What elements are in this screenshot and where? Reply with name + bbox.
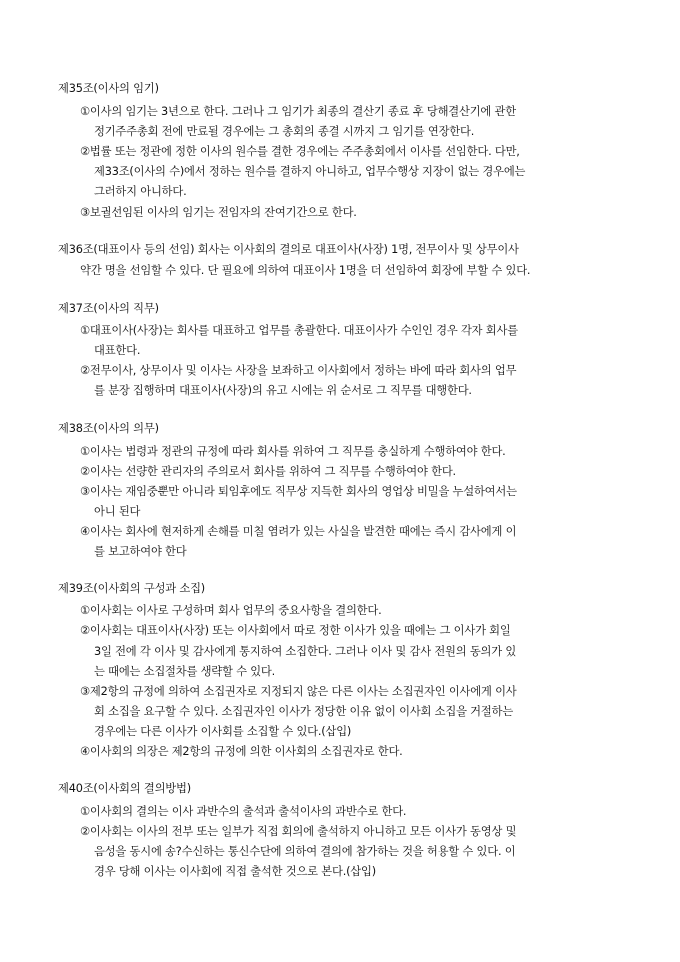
article-38-clause-4-cont: 를 보고하여야 한다 [94, 545, 187, 558]
article-35-title: 제35조(이사의 임기) [58, 82, 159, 95]
article-39-clause-2-cont: 는 때에는 소집절차를 생략할 수 있다. [94, 665, 276, 678]
article-35-clause-3: ③보궐선임된 이사의 임기는 전임자의 잔여기간으로 한다. [80, 206, 357, 219]
article-40-clause-2: ②이사회는 이사의 전부 또는 일부가 직접 회의에 출석하지 아니하고 모든 이사가 동영상 및 [80, 825, 517, 838]
article-35-clause-2-cont: 그러하지 아니하다. [94, 185, 187, 198]
article-40-clause-1: ①이사회의 결의는 이사 과반수의 출석과 출석이사의 과반수로 한다. [80, 805, 407, 818]
article-38-clause-1: ①이사는 법령과 정관의 규정에 따라 회사를 위하여 그 직무를 충실하게 수행하여야 한다. [80, 445, 506, 458]
article-35-clause-1: ①이사의 임기는 3년으로 한다. 그러나 그 임기가 최종의 결산기 종료 후 당해결산기에 관한 [80, 105, 516, 118]
article-39-clause-1: ①이사회는 이사로 구성하며 회사 업무의 중요사항을 결의한다. [80, 604, 382, 617]
article-36-cont: 약간 명을 선임할 수 있다. 단 필요에 의하여 대표이사 1명을 더 선임하여 회장에 부할 수 있다. [80, 264, 531, 277]
article-38-clause-3-cont: 아니 된다 [94, 505, 141, 518]
article-35-clause-1-cont: 정기주주총회 전에 만료될 경우에는 그 총회의 종결 시까지 그 임기를 연장한다. [94, 125, 475, 138]
article-39-clause-3-cont: 경우에는 다른 이사가 이사회를 소집할 수 있다.(삽입) [94, 725, 352, 738]
article-37-clause-2-cont: 를 분장 집행하며 대표이사(사장)의 유고 시에는 위 순서로 그 직무를 대행한다. [94, 384, 472, 397]
article-37-clause-1-cont: 대표한다. [94, 344, 141, 357]
article-40-clause-2-cont: 음성을 동시에 송?수신하는 통신수단에 의하여 결의에 참가하는 것을 허용할 수 있다. 이 [94, 845, 516, 858]
article-35-clause-2: ②법률 또는 정관에 정한 이사의 원수를 결한 경우에는 주주총회에서 이사를 선임한다. 다만, [80, 145, 520, 158]
article-38-clause-4: ④이사는 회사에 현저하게 손해를 미칠 염려가 있는 사실을 발견한 때에는 즉시 감사에게 이 [80, 525, 517, 538]
article-37-clause-2: ②전무이사, 상무이사 및 이사는 사장을 보좌하고 이사회에서 정하는 바에 따라 회사의 업무 [80, 364, 517, 377]
article-37-clause-1: ①대표이사(사장)는 회사를 대표하고 업무를 총괄한다. 대표이사가 수인인 경우 각자 회사를 [80, 324, 518, 337]
article-40-clause-2-cont: 경우 당해 이사는 이사회에 직접 출석한 것으로 본다.(삽입) [94, 865, 376, 878]
article-40-title: 제40조(이사회의 결의방법) [58, 782, 191, 795]
article-36-title: 제36조(대표이사 등의 선임) 회사는 이사회의 결의로 대표이사(사장) 1명, 전무이사 및 상무이사 [58, 243, 519, 256]
article-39-title: 제39조(이사회의 구성과 소집) [58, 582, 206, 595]
article-39-clause-3-cont: 회 소집을 요구할 수 있다. 소집권자인 이사가 정당한 이유 없이 이사회 소집을 거절하는 [94, 705, 514, 718]
article-39-clause-3: ③제2항의 규정에 의하여 소집권자로 지정되지 않은 다른 이사는 소집권자인 이사에게 이사 [80, 685, 517, 698]
article-38-clause-3: ③이사는 재임중뿐만 아니라 퇴임후에도 직무상 지득한 회사의 영업상 비밀을 누설하여서는 [80, 485, 517, 498]
article-39-clause-2-cont: 3일 전에 각 이사 및 감사에게 통지하여 소집한다. 그러나 이사 및 감사 전원의 동의가 있 [94, 645, 517, 658]
article-37-title: 제37조(이사의 직무) [58, 302, 159, 315]
article-39-clause-4: ④이사회의 의장은 제2항의 규정에 의한 이사회의 소집권자로 한다. [80, 745, 403, 758]
article-39-clause-2: ②이사회는 대표이사(사장) 또는 이사회에서 따로 정한 이사가 있을 때에는 그 이사가 회일 [80, 624, 511, 637]
article-38-title: 제38조(이사의 의무) [58, 422, 159, 435]
article-38-clause-2: ②이사는 선량한 관리자의 주의로서 회사를 위하여 그 직무를 수행하여야 한다. [80, 465, 456, 478]
article-35-clause-2-cont: 제33조(이사의 수)에서 정하는 원수를 결하지 아니하고, 업무수행상 지장이 없는 경우에는 [94, 165, 526, 178]
